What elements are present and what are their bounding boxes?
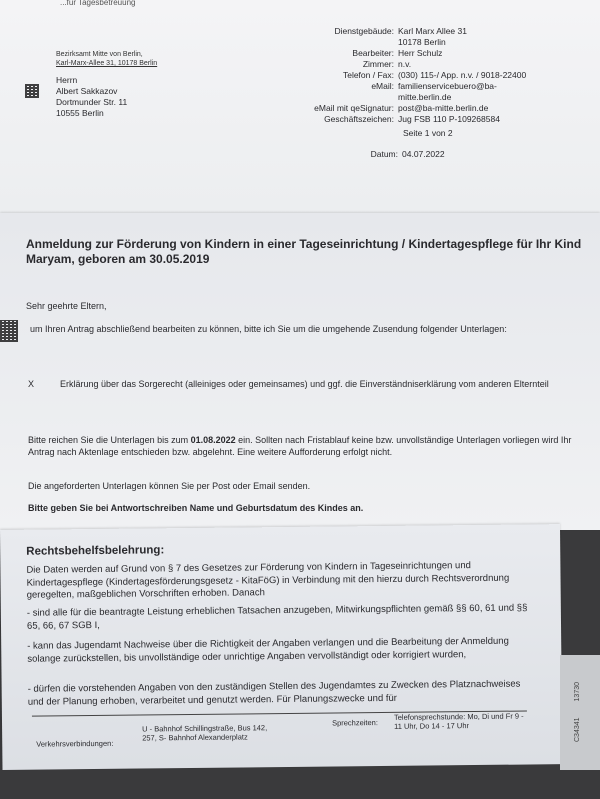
sender-address bbox=[56, 50, 157, 68]
deadline-text-before: Bitte reichen Sie die Unterlagen bis zum bbox=[28, 435, 191, 445]
office-info-label: Geschäftszeichen: bbox=[324, 114, 394, 124]
office-info-label: Dienstgebäude: bbox=[334, 26, 394, 36]
office-info-row bbox=[290, 26, 578, 48]
checklist-item-sorgerecht: Erklärung über das Sorgerecht (alleiniges oder gemeinsames) und ggf. die Einverständniserklärung vom anderen Elternteil bbox=[60, 379, 549, 389]
deadline-date: 01.08.2022 bbox=[190, 435, 236, 445]
recipient-address bbox=[56, 75, 127, 119]
office-info-row bbox=[290, 70, 578, 81]
deadline-text-after: ein. Sollten nach Fristablauf keine bzw. unvollständige Unterlagen vorliegen wird Ihr Antrag nach Aktenlage entschieden bzw. abgelehnt. Eine weitere Aufforderung erfolgt nicht. bbox=[28, 435, 572, 457]
checklist-mark: X bbox=[28, 379, 35, 389]
page-number: Seite 1 von 2 bbox=[403, 128, 453, 138]
paragraph-reply-note: Bitte geben Sie bei Antwortschreiben Name und Geburtsdatum des Kindes an. bbox=[28, 503, 364, 513]
rechtsbehelf-paragraph-3: - kann das Jugendamt Nachweise über die Richtigkeit der Angaben verlangen und die Bearbeitung der Anmeldung solange zurückstellen, bis unvollständige oder unrichtige Angaben vervollständigt oder korrigiert wurden, bbox=[27, 635, 509, 665]
office-info-label: eMail: bbox=[371, 81, 394, 91]
office-info-label: Zimmer: bbox=[362, 59, 394, 69]
footer-sprech-label: Sprechzeiten: bbox=[331, 718, 378, 728]
rechtsbehelf-paragraph-1: Die Daten werden auf Grund von § 7 des Gesetzes zur Förderung von Kindern in Tageseinrichtungen und Kindertagespflege (Kindertagesförderungsgesetz - KitaFöG) in Verbindung mit den hierzu durch Rechtsverordnung geregelten, maßgeblichen Vorschriften erhoben. Danach bbox=[26, 560, 510, 601]
office-info-value: Jug FSB 110 P-109268584 bbox=[398, 114, 500, 124]
side-code-1: C34341 bbox=[574, 717, 581, 742]
date-label: Datum: bbox=[370, 149, 398, 159]
top-strip-text: ...für Tagesbetreuung bbox=[60, 0, 136, 7]
letter-salutation: Sehr geehrte Eltern, bbox=[26, 301, 107, 311]
sender-line-1: Bezirksamt Mitte von Berlin, bbox=[56, 51, 143, 58]
office-info-label: eMail mit qeSignatur: bbox=[314, 103, 394, 113]
qr-code-icon bbox=[25, 84, 39, 98]
office-info-row bbox=[290, 59, 578, 70]
office-info-value: Herr Schulz bbox=[398, 48, 443, 58]
rechtsbehelf-paragraph-2: - sind alle für die beantragte Leistung erheblichen Tatsachen anzugeben, Mitwirkungspflichten gemäß §§ 60, 61 und §§ 65, 66, 67 SGB I, bbox=[26, 602, 528, 632]
office-info-value: Karl Marx Allee 31 10178 Berlin bbox=[398, 26, 467, 47]
office-info-row bbox=[290, 103, 578, 114]
footer-verkehr-label: Verkehrsverbindungen: bbox=[36, 738, 114, 749]
paragraph-deadline bbox=[28, 434, 573, 458]
office-info-value: post@ba-mitte.berlin.de bbox=[398, 103, 489, 113]
side-reference-codes bbox=[574, 666, 581, 742]
office-info-row bbox=[290, 81, 578, 103]
letter-subject: Anmeldung zur Förderung von Kindern in einer Tageseinrichtung / Kindertagespflege für Ihr Kind Maryam, geboren am 30.05.2019 bbox=[26, 237, 582, 266]
letter-fold-bottom bbox=[0, 524, 562, 770]
sender-line-2: Karl-Marx-Allee 31, 10178 Berlin bbox=[56, 60, 158, 67]
paragraph-request: um Ihren Antrag abschließend bearbeiten zu können, bitte ich Sie um die umgehende Zusendung folgender Unterlagen: bbox=[30, 324, 507, 334]
office-info-row bbox=[290, 114, 578, 125]
footer-verkehr-value: U - Bahnhof Schillingstraße, Bus 142, 257, S- Bahnhof Alexanderplatz bbox=[142, 723, 268, 743]
letter-fold-top bbox=[0, 0, 600, 213]
recipient-street: Dortmunder Str. 11 bbox=[56, 97, 128, 107]
office-info-table bbox=[290, 26, 578, 125]
rechtsbehelf-paragraph-4: - dürfen die vorstehenden Angaben von den zuständigen Stellen des Jugendamtes zu Zwecken des Platznachweises und der Planung erhoben, verarbeitet und genutzt werden. Für Planungszwecke und für bbox=[27, 678, 521, 708]
side-code-2: 13730 bbox=[574, 682, 581, 702]
footer-sprech-value: Telefonsprechstunde: Mo, Di und Fr 9 - 11 Uhr, Do 14 - 17 Uhr bbox=[393, 711, 524, 731]
paragraph-submission: Die angeforderten Unterlagen können Sie per Post oder Email senden. bbox=[28, 481, 311, 491]
qr-code-icon-2 bbox=[0, 320, 18, 342]
office-info-label: Telefon / Fax: bbox=[342, 70, 394, 80]
office-info-value: familienservicebuero@ba- mitte.berlin.de bbox=[398, 81, 497, 102]
date-value: 04.07.2022 bbox=[402, 149, 445, 159]
recipient-name: Albert Sakkazov bbox=[56, 86, 118, 96]
office-info-row bbox=[290, 48, 578, 59]
letter-date bbox=[360, 149, 445, 159]
recipient-salutation: Herrn bbox=[56, 75, 78, 85]
office-info-label: Bearbeiter: bbox=[352, 48, 394, 58]
rechtsbehelf-title: Rechtsbehelfsbelehrung: bbox=[26, 544, 165, 558]
office-info-value: (030) 115-/ App. n.v. / 9018-22400 bbox=[398, 70, 527, 80]
office-info-value: n.v. bbox=[398, 59, 412, 69]
recipient-city: 10555 Berlin bbox=[56, 108, 104, 118]
